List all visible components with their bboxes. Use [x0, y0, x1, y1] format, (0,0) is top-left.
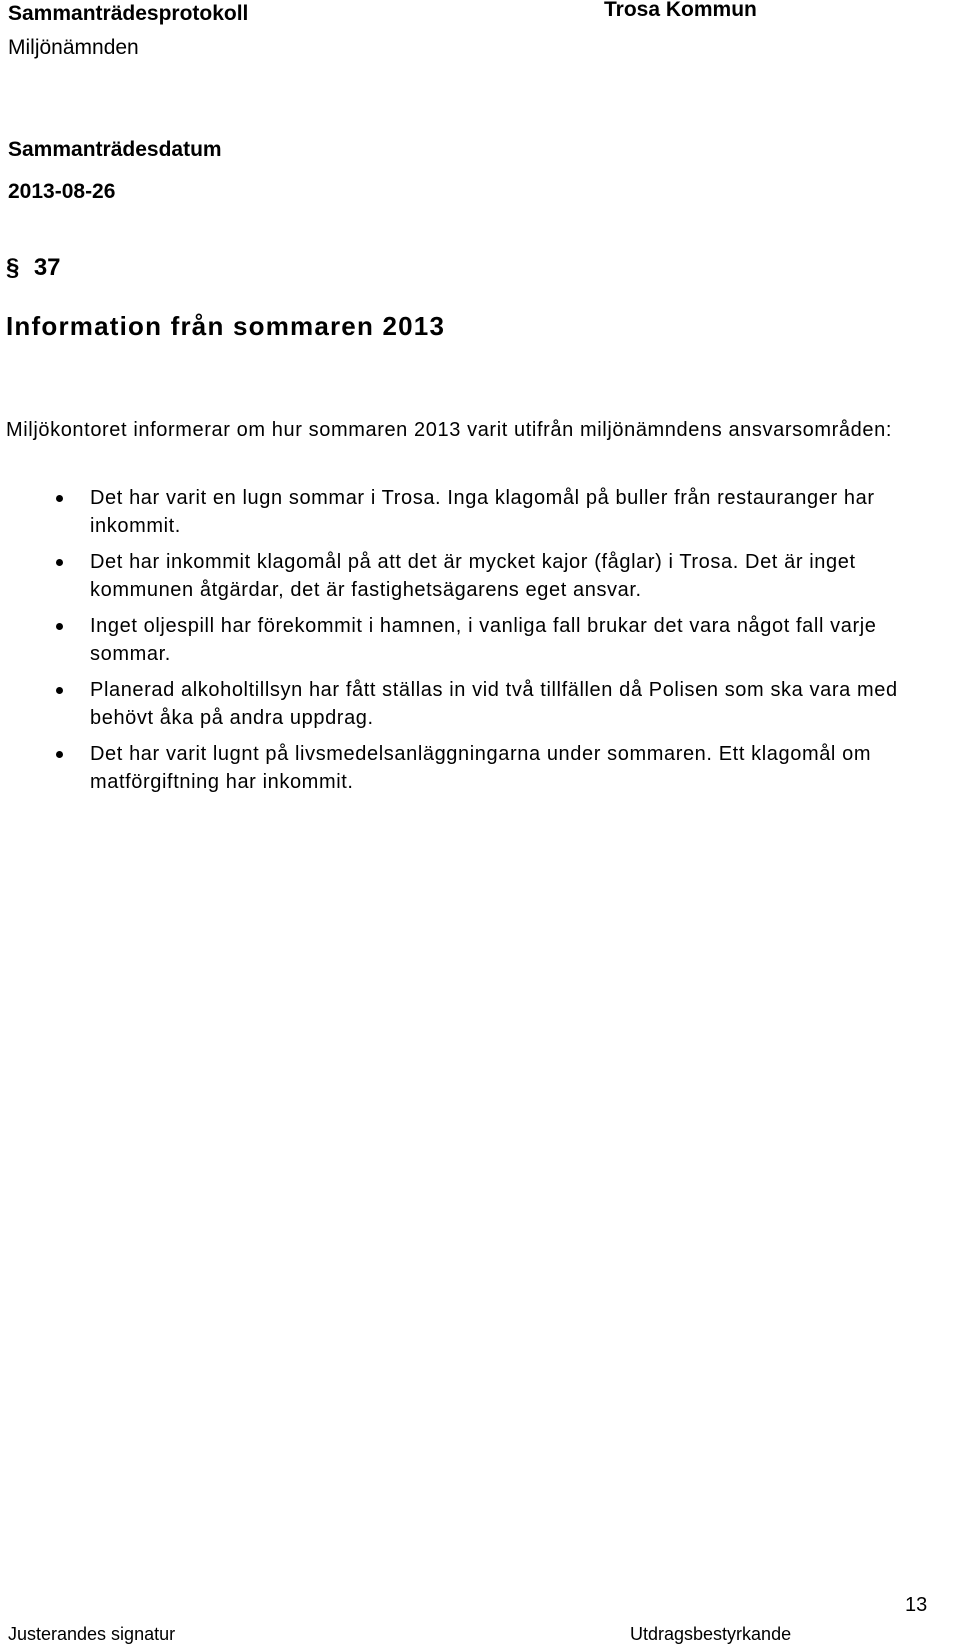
list-item-text: Det har inkommit klagomål på att det är mycket kajor (fåglar) i Trosa. Det är inget kommunen åtgärdar, det är fastighetsägarens eget ansvar. [90, 551, 856, 601]
bullet-list [56, 484, 936, 804]
bullet-icon [56, 495, 63, 502]
page-number: 13 [905, 1594, 928, 1616]
meeting-date-value: 2013-08-26 [8, 180, 116, 203]
list-item [56, 740, 936, 796]
bullet-icon [56, 559, 63, 566]
paragraph-sign: § [6, 254, 20, 281]
list-item [56, 548, 936, 604]
bullet-icon [56, 751, 63, 758]
list-item-text: Planerad alkoholtillsyn har fått ställas in vid två tillfällen då Polisen som ska vara med behövt åka på andra uppdrag. [90, 679, 898, 729]
committee-name: Miljönämnden [8, 36, 139, 59]
section-title: Information från sommaren 2013 [6, 311, 446, 341]
list-item-text: Det har varit en lugn sommar i Trosa. Inga klagomål på buller från restauranger har inkommit. [90, 487, 875, 537]
meeting-date-label: Sammanträdesdatum [8, 138, 222, 161]
list-item-text: Det har varit lugnt på livsmedelsanläggningarna under sommaren. Ett klagomål om matförgiftning har inkommit. [90, 743, 872, 793]
footer-signature-label: Justerandes signatur [8, 1624, 176, 1644]
document-type: Sammanträdesprotokoll [8, 2, 249, 25]
section-number-value: 37 [33, 254, 61, 281]
intro-paragraph: Miljökontoret informerar om hur sommaren 2013 varit utifrån miljönämndens ansvarsområden: [6, 419, 892, 441]
municipality-name: Trosa Kommun [604, 0, 757, 21]
bullet-icon [56, 687, 63, 694]
bullet-icon [56, 623, 63, 630]
list-item [56, 676, 936, 732]
list-item-text: Inget oljespill har förekommit i hamnen, i vanliga fall brukar det vara något fall varje sommar. [90, 615, 877, 665]
list-item [56, 484, 936, 540]
section-number [6, 254, 61, 282]
footer-certification-label: Utdragsbestyrkande [630, 1624, 792, 1644]
list-item [56, 612, 936, 668]
